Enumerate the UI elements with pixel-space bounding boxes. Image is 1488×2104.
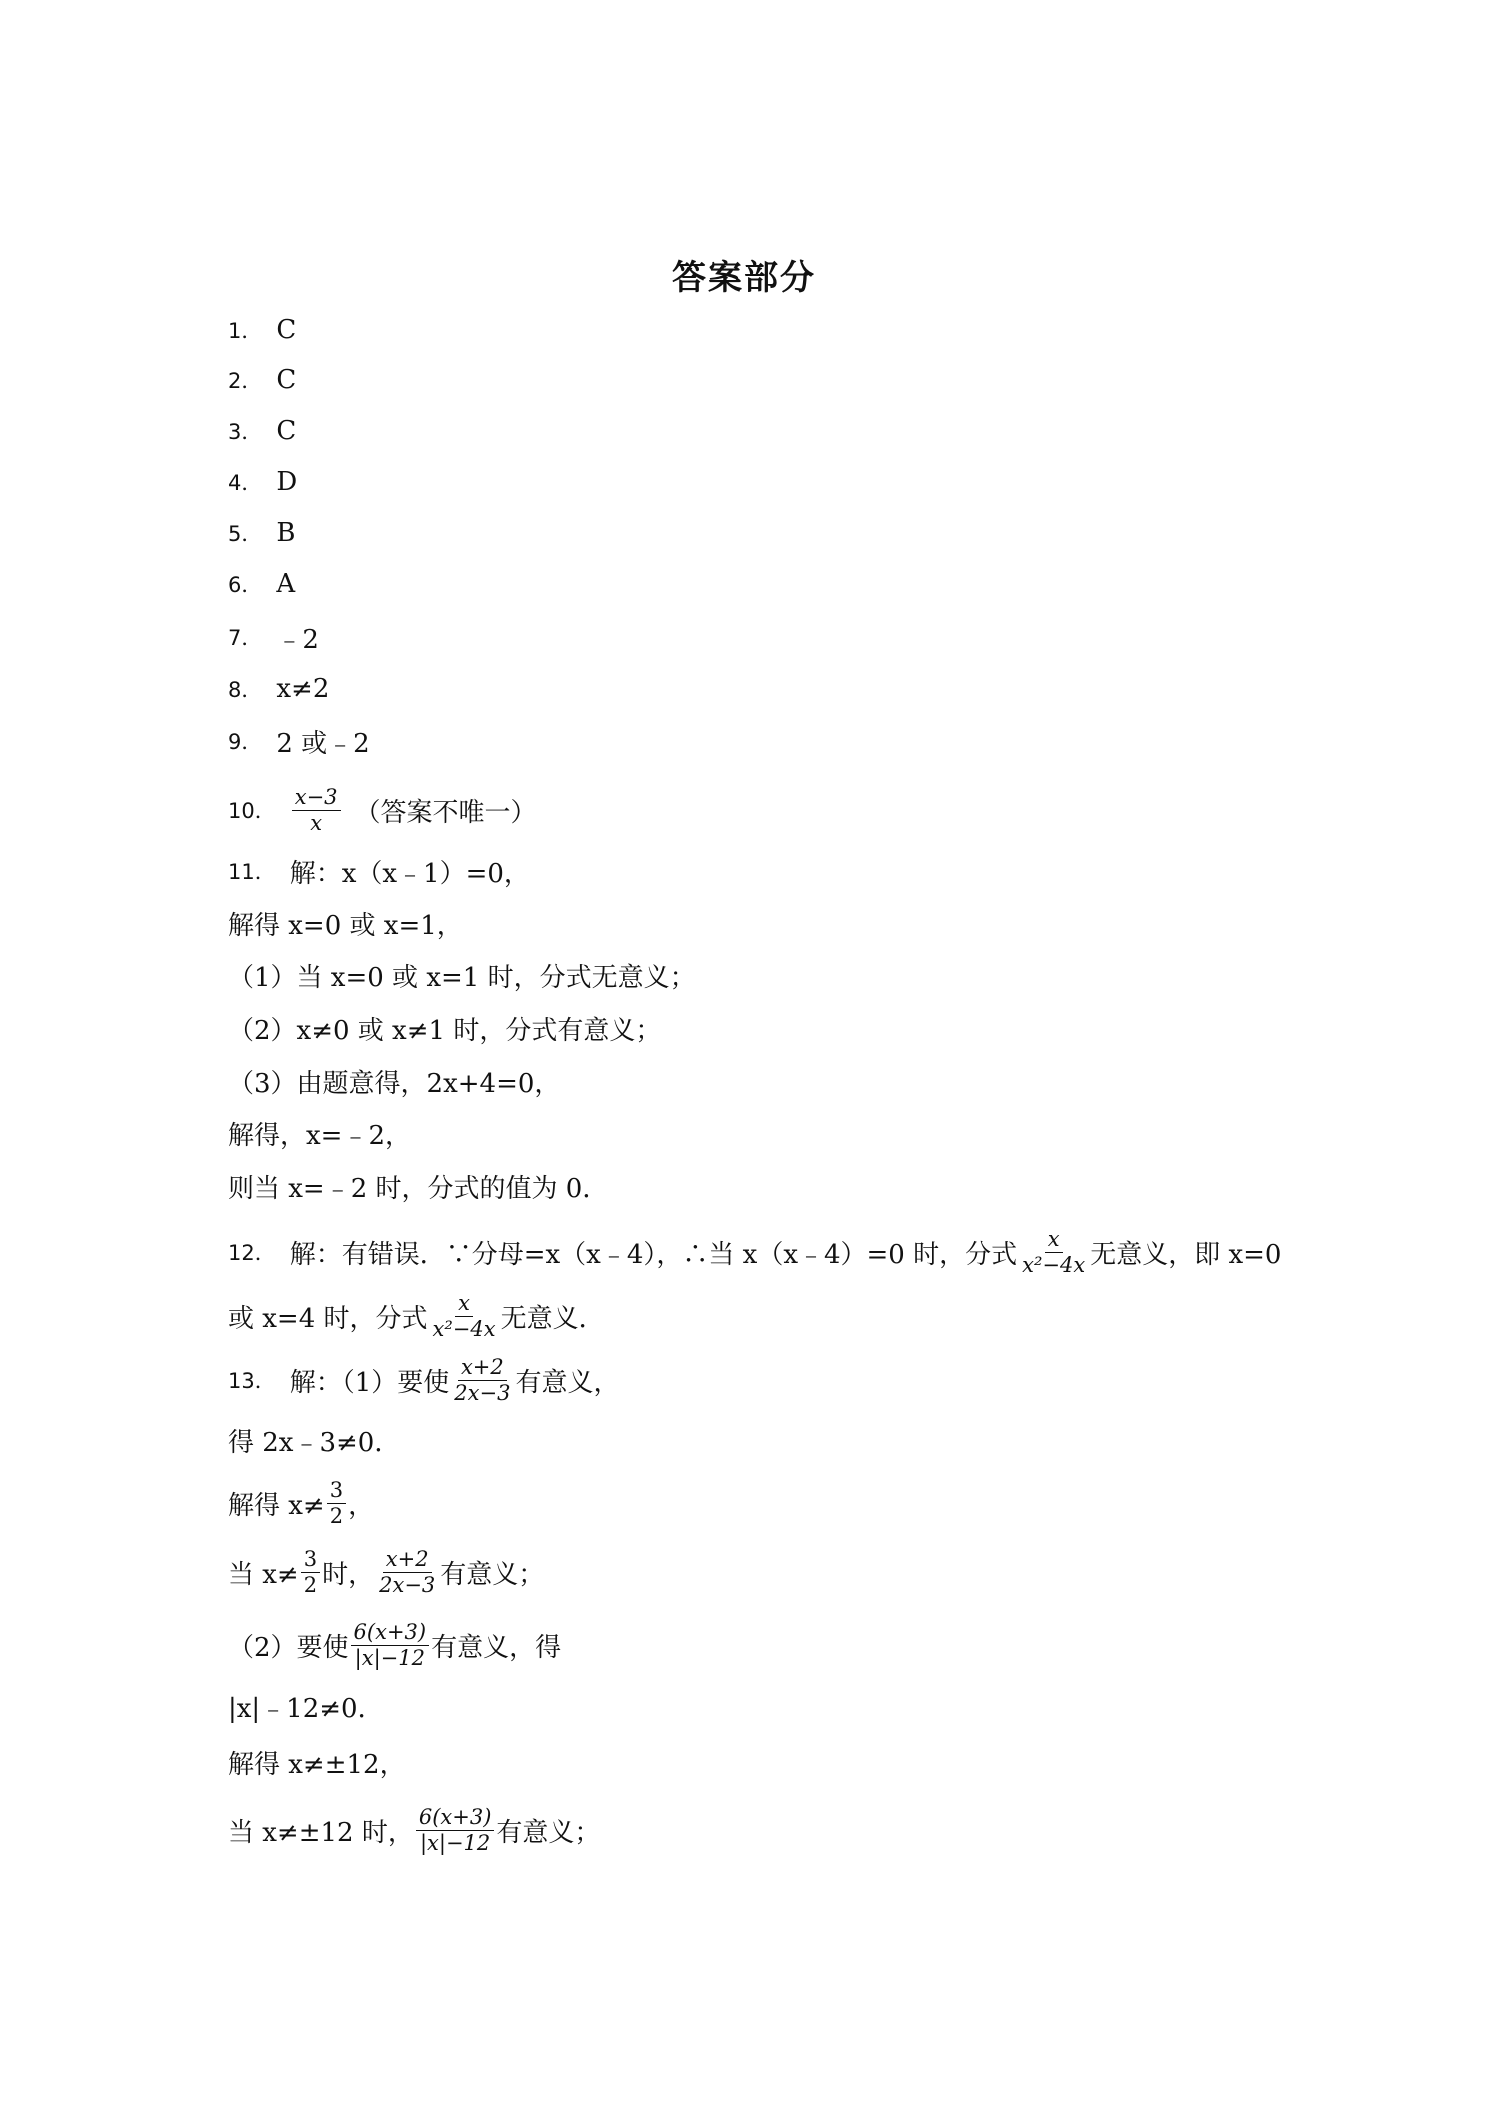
q11-line-7: 则当 x=﹣2 时，分式的值为 0． xyxy=(228,1173,609,1204)
answer-5: 5． B xyxy=(228,518,296,548)
q11-line-6: 解得，x=﹣2， xyxy=(228,1120,411,1151)
fraction: $\frac{3}{2}$ xyxy=(301,1549,320,1596)
answer-8: 8． x≠2 xyxy=(228,674,330,704)
fraction: $\frac{x}{\text{x²−4x}}$ xyxy=(1022,1226,1086,1277)
fraction: $\frac{6(x+3)}{|x|-12}$ xyxy=(351,1622,430,1669)
answer-7: 7． ﹣2 xyxy=(228,624,319,655)
fraction: $\frac{x}{\text{x²−4x}}$ xyxy=(432,1290,496,1341)
q13-line-5: （2）要使 $\frac{6(x+3)}{|x|-12}$ 有意义，得 xyxy=(228,1619,562,1670)
answer-2: 2． C xyxy=(228,365,297,395)
q11-line-5: （3）由题意得，2x+4=0， xyxy=(228,1068,561,1099)
q11-line-1: 11． 解：x（x﹣1）=0， xyxy=(228,858,530,889)
q11-line-3: （1）当 x=0 或 x=1 时，分式无意义； xyxy=(228,962,696,993)
q13-line-2: 得 2x﹣3≠0． xyxy=(228,1427,401,1458)
q13-line-7: 解得 x≠±12， xyxy=(228,1749,406,1780)
fraction: $\frac{x+2}{2x-3}$ xyxy=(379,1546,436,1597)
q12-line-1: 12． 解：有错误．∵分母=x（x﹣4），∴当 x（x﹣4）=0 时，分式 $\frac{x}{\text{x²−4x}}$ 无意义，即 x=0 xyxy=(228,1226,1282,1277)
q13-line-4: 当 x≠ $\frac{3}{2}$ 时， $\frac{x+2}{2x-3}$ 有意义； xyxy=(228,1546,545,1597)
q11-line-4: （2）x≠0 或 x≠1 时，分式有意义； xyxy=(228,1015,662,1046)
page-title: 答案部分 xyxy=(672,258,816,298)
answer-4: 4． D xyxy=(228,467,298,497)
q13-line-6: |x|﹣12≠0． xyxy=(228,1693,384,1724)
fraction: $\frac{3}{2}$ xyxy=(327,1480,346,1527)
answer-9: 9． 2 或﹣2 xyxy=(228,728,370,759)
fraction: $\frac{x-3}{x}$ xyxy=(292,787,341,834)
fraction: $\frac{x+2}{2x-3}$ xyxy=(454,1354,511,1405)
q13-line-3: 解得 x≠ $\frac{3}{2}$ ， xyxy=(228,1477,375,1528)
answer-10: 10． $\frac{x-3}{x}$ （答案不唯一） xyxy=(228,784,537,835)
q13-line-8: 当 x≠±12 时， $\frac{6(x+3)}{|x|-12}$ 有意义； xyxy=(228,1804,601,1855)
q11-line-2: 解得 x=0 或 x=1， xyxy=(228,910,463,941)
q12-line-2: 或 x=4 时，分式 $\frac{x}{\text{x²−4x}}$ 无意义． xyxy=(228,1290,605,1341)
answer-6: 6． A xyxy=(228,569,296,599)
answer-3: 3． C xyxy=(228,416,297,446)
answer-1: 1． C xyxy=(228,315,297,345)
fraction: $\frac{6(x+3)}{|x|-12}$ xyxy=(416,1807,495,1854)
q13-line-1: 13． 解：（1）要使 $\frac{x+2}{2x-3}$ 有意义， xyxy=(228,1354,620,1405)
